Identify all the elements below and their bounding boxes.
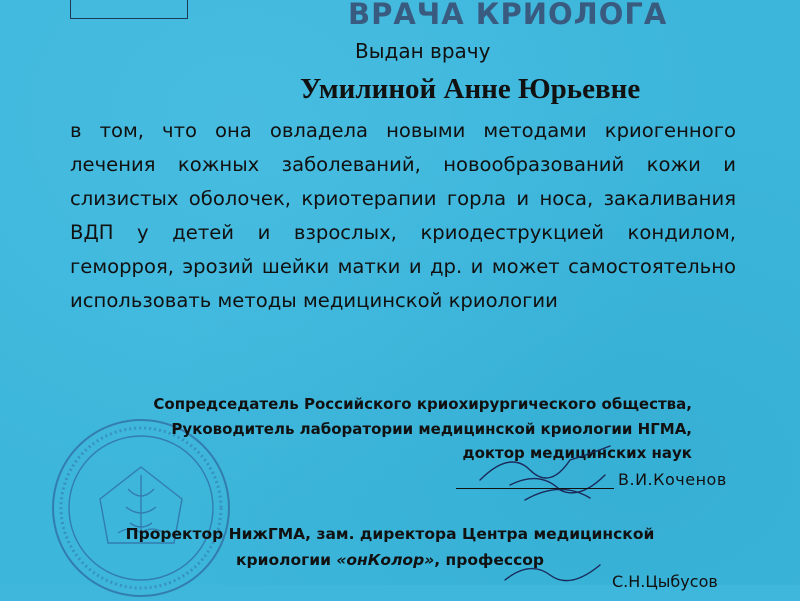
signature-line-1	[456, 488, 614, 489]
signatory2-line1: Проректор НижГМА, зам. директора Центра медицинской	[125, 525, 655, 543]
signatory1-name: В.И.Коченов	[618, 470, 727, 489]
signatory2-line2-prefix: криологии	[235, 551, 337, 569]
signatory1-line1: Сопредседатель Российского криохирургического общества,	[153, 395, 692, 413]
issued-to-label: Выдан врачу	[355, 39, 491, 63]
signatory2-brand: «онКолор»	[336, 551, 435, 569]
signatory1-line3: доктор медицинских наук	[462, 444, 692, 462]
certificate-body-text: в том, что она овладела новыми методами криогенного лечения кожных заболеваний, новообразований кожи и слизистых оболочек, криотерапии горла и носа, закаливания ВДП у детей и взрослых, криодеструкцией кондилом, геморроя, эрозий шейки матки и др. и может самостоятельно использовать методы медицинской криологии	[70, 119, 736, 312]
signatory2-line2-suffix: , профессор	[434, 551, 544, 569]
emblem-frame	[70, 0, 188, 19]
handwritten-signature-1	[470, 440, 620, 510]
signatory1-line2: Руководитель лаборатории медицинской криологии НГМА,	[171, 419, 692, 438]
handwritten-signature-2	[500, 555, 610, 585]
signatory2-name: С.Н.Цыбусов	[612, 572, 718, 591]
recipient-name: Умилиной Анне Юрьевне	[300, 73, 641, 105]
certificate-title: ВРАЧА КРИОЛОГА	[348, 0, 668, 31]
